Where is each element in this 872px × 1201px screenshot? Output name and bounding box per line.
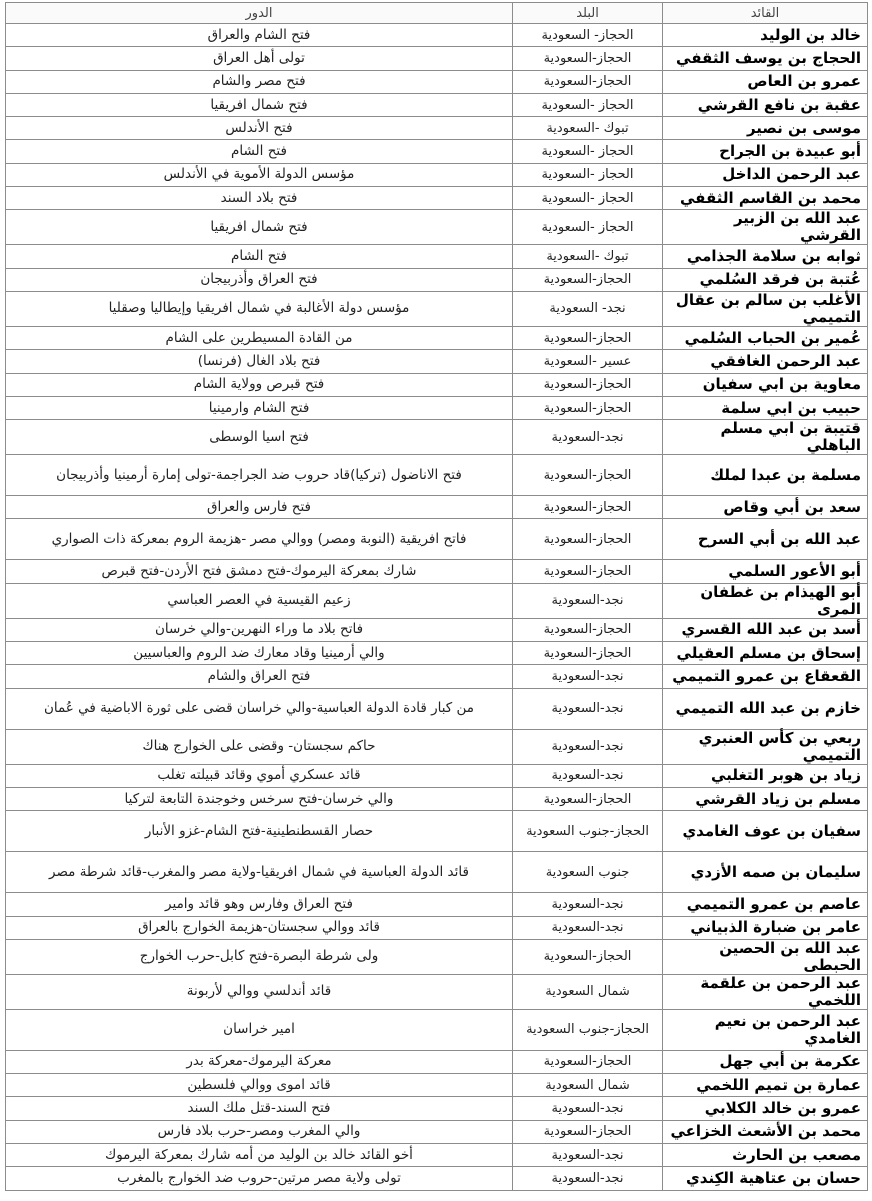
table-row (6, 70, 868, 93)
country-cell: الحجاز-السعودية (513, 519, 663, 560)
role-cell: قائد اموى ووالي فلسطين (6, 1074, 513, 1097)
country-cell: الحجاز-السعودية (513, 47, 663, 70)
role-cell: شارك بمعركة اليرموك-فتح دمشق فتح الأردن-فتح قبرص (6, 560, 513, 583)
role-cell: امير خراسان (6, 1009, 513, 1050)
role-cell: والي المغرب ومصر-حرب بلاد فارس (6, 1120, 513, 1143)
role-cell: فتح اسيا الوسطى (6, 420, 513, 455)
leader-name-cell: الأغلب بن سالم بن عقال التميمي (663, 291, 868, 326)
country-cell: الحجاز-السعودية (513, 642, 663, 665)
leader-name-cell: عبد الله بن أبي السرح (663, 519, 868, 560)
country-cell: شمال السعودية (513, 1074, 663, 1097)
table-row (6, 117, 868, 140)
role-cell: فتح العراق وفارس وهو قائد وامير (6, 893, 513, 916)
country-cell: نجد- السعودية (513, 291, 663, 326)
leader-name-cell: الحجاج بن يوسف الثقفي (663, 47, 868, 70)
role-cell: حصار القسطنطينية-فتح الشام-غزو الأنبار (6, 811, 513, 852)
role-cell: فتح العراق والشام (6, 665, 513, 688)
table-row (6, 665, 868, 688)
document-page (0, 2, 872, 1201)
role-cell: قائد أندلسي ووالي لأربونة (6, 974, 513, 1009)
country-cell: الحجاز-السعودية (513, 70, 663, 93)
leader-name-cell: عمرو بن العاص (663, 70, 868, 93)
country-cell: الحجاز-السعودية (513, 455, 663, 496)
leader-name-cell: القعقاع بن عمرو التميمي (663, 665, 868, 688)
table-row (6, 1074, 868, 1097)
leader-name-cell: خازم بن عبد الله التميمي (663, 688, 868, 729)
table-row (6, 1120, 868, 1143)
table-row (6, 1050, 868, 1073)
table-row (6, 583, 868, 618)
country-cell: نجد-السعودية (513, 916, 663, 939)
leader-name-cell: عبد الرحمن بن علقمة اللخمي (663, 974, 868, 1009)
role-cell: معركة اليرموك-معركة بدر (6, 1050, 513, 1073)
role-cell: فتح الشام وارمينيا (6, 396, 513, 419)
table-row (6, 24, 868, 47)
leaders-table (5, 2, 868, 1191)
role-cell: فتح بلاد الغال (فرنسا) (6, 350, 513, 373)
role-cell: من كبار قادة الدولة العباسية-والي خراسان قضى على ثورة الاباضية في عُمان (6, 688, 513, 729)
leader-name-cell: حبيب بن ابي سلمة (663, 396, 868, 419)
country-cell: نجد-السعودية (513, 688, 663, 729)
country-cell: الحجاز-السعودية (513, 787, 663, 810)
leader-name-cell: عمرو بن خالد الكلابي (663, 1097, 868, 1120)
leader-name-cell: عبد الرحمن الداخل (663, 163, 868, 186)
country-cell: الحجاز -السعودية (513, 140, 663, 163)
table-row (6, 291, 868, 326)
country-cell: عسير -السعودية (513, 350, 663, 373)
leader-name-cell: محمد بن الأشعث الخزاعي (663, 1120, 868, 1143)
role-cell: مؤسس الدولة الأموية في الأندلس (6, 163, 513, 186)
leader-name-cell: عبد الرحمن بن نعيم الغامدي (663, 1009, 868, 1050)
role-cell: فتح السند-قتل ملك السند (6, 1097, 513, 1120)
role-cell: قائد الدولة العباسية في شمال افريقيا-ولاية مصر والمغرب-قائد شرطة مصر (6, 852, 513, 893)
role-cell: فتح مصر والشام (6, 70, 513, 93)
table-header (6, 3, 868, 24)
role-cell: مؤسس دولة الأغالبة في شمال افريقيا وإيطاليا وصقليا (6, 291, 513, 326)
table-row (6, 1009, 868, 1050)
role-cell: أخو القائد خالد بن الوليد من أمه شارك بمعركة اليرموك (6, 1144, 513, 1167)
role-cell: قائد ووالي سجستان-هزيمة الخوارج بالعراق (6, 916, 513, 939)
leader-name-cell: مسلم بن زياد القرشي (663, 787, 868, 810)
country-cell: الحجاز- السعودية (513, 24, 663, 47)
leader-name-cell: عُتبة بن فرقد السُلمي (663, 268, 868, 291)
table-row (6, 618, 868, 641)
country-cell: الحجاز -السعودية (513, 210, 663, 245)
country-cell: الحجاز-السعودية (513, 1120, 663, 1143)
role-cell: زعيم القيسية في العصر العباسي (6, 583, 513, 618)
table-row (6, 373, 868, 396)
country-cell: الحجاز -السعودية (513, 93, 663, 116)
table-row (6, 455, 868, 496)
leader-name-cell: ربعي بن كأس العنبري التميمي (663, 729, 868, 764)
country-cell: نجد-السعودية (513, 893, 663, 916)
header-country: البلد (513, 3, 663, 24)
leader-name-cell: عبد الله بن الزبير القرشي (663, 210, 868, 245)
table-row (6, 764, 868, 787)
leader-name-cell: عامر بن ضبارة الذبياني (663, 916, 868, 939)
table-row (6, 350, 868, 373)
table-row (6, 326, 868, 349)
role-cell: فاتح افريقية (النوبة ومصر) ووالي مصر -هزيمة الروم بمعركة ذات الصواري (6, 519, 513, 560)
country-cell: الحجاز-السعودية (513, 1050, 663, 1073)
country-cell: تبوك -السعودية (513, 245, 663, 268)
country-cell: نجد-السعودية (513, 1097, 663, 1120)
table-row (6, 496, 868, 519)
role-cell: تولى أهل العراق (6, 47, 513, 70)
table-row (6, 642, 868, 665)
country-cell: نجد-السعودية (513, 420, 663, 455)
table-row (6, 47, 868, 70)
leader-name-cell: ثوابه بن سلامة الجذامي (663, 245, 868, 268)
role-cell: فتح بلاد السند (6, 187, 513, 210)
role-cell: فتح فارس والعراق (6, 496, 513, 519)
country-cell: الحجاز-جنوب السعودية (513, 1009, 663, 1050)
table-row (6, 1167, 868, 1190)
leader-name-cell: سفيان بن عوف الغامدي (663, 811, 868, 852)
header-role: الدور (6, 3, 513, 24)
table-row (6, 787, 868, 810)
leader-name-cell: محمد بن القاسم الثقفي (663, 187, 868, 210)
country-cell: الحجاز-جنوب السعودية (513, 811, 663, 852)
table-body (6, 24, 868, 1191)
leader-name-cell: عقبة بن نافع القرشي (663, 93, 868, 116)
table-row (6, 1144, 868, 1167)
country-cell: الحجاز-السعودية (513, 496, 663, 519)
role-cell: حاكم سجستان- وقضى على الخوارج هناك (6, 729, 513, 764)
country-cell: الحجاز-السعودية (513, 618, 663, 641)
leader-name-cell: قتيبة بن ابي مسلم الباهلي (663, 420, 868, 455)
table-row (6, 852, 868, 893)
table-row (6, 974, 868, 1009)
leader-name-cell: أبو عبيدة بن الجراح (663, 140, 868, 163)
leader-name-cell: عمارة بن تميم اللخمي (663, 1074, 868, 1097)
header-leader: القائد (663, 3, 868, 24)
country-cell: الحجاز-السعودية (513, 939, 663, 974)
table-row (6, 163, 868, 186)
role-cell: فتح الشام (6, 140, 513, 163)
table-row (6, 93, 868, 116)
role-cell: والي خرسان-فتح سرخس وخوجندة التابعة لتركيا (6, 787, 513, 810)
country-cell: الحجاز -السعودية (513, 163, 663, 186)
leader-name-cell: مسلمة بن عبدا لملك (663, 455, 868, 496)
table-row (6, 396, 868, 419)
table-row (6, 245, 868, 268)
leader-name-cell: عبد الرحمن الغافقي (663, 350, 868, 373)
role-cell: فتح العراق وأذربيجان (6, 268, 513, 291)
role-cell: فتح الاناضول (تركيا)قاد حروب ضد الجراجمة-تولى إمارة أرمينيا وأذربيجان (6, 455, 513, 496)
role-cell: ولى شرطة البصرة-فتح كابل-حرب الخوارج (6, 939, 513, 974)
table-row (6, 420, 868, 455)
table-row (6, 729, 868, 764)
leader-name-cell: معاوية بن ابي سفيان (663, 373, 868, 396)
country-cell: نجد-السعودية (513, 729, 663, 764)
leader-name-cell: عكرمة بن أبي جهل (663, 1050, 868, 1073)
leader-name-cell: أسد بن عبد الله القسري (663, 618, 868, 641)
table-row (6, 811, 868, 852)
leader-name-cell: أبو الهيذام بن غطفان المرى (663, 583, 868, 618)
leader-name-cell: زياد بن هوبر التغلبي (663, 764, 868, 787)
table-row (6, 268, 868, 291)
role-cell: من القادة المسيطرين على الشام (6, 326, 513, 349)
leader-name-cell: إسحاق بن مسلم العقيلي (663, 642, 868, 665)
leader-name-cell: حسان بن عتاهية الكِندي (663, 1167, 868, 1190)
country-cell: نجد-السعودية (513, 1144, 663, 1167)
leader-name-cell: خالد بن الوليد (663, 24, 868, 47)
country-cell: الحجاز -السعودية (513, 187, 663, 210)
table-row (6, 560, 868, 583)
country-cell: الحجاز-السعودية (513, 373, 663, 396)
role-cell: فتح الشام والعراق (6, 24, 513, 47)
country-cell: الحجاز-السعودية (513, 560, 663, 583)
role-cell: فتح شمال افريقيا (6, 93, 513, 116)
country-cell: الحجاز-السعودية (513, 396, 663, 419)
role-cell: والي أرمينيا وقاد معارك ضد الروم والعباسيين (6, 642, 513, 665)
leader-name-cell: مصعب بن الحارث (663, 1144, 868, 1167)
table-row (6, 140, 868, 163)
table-row (6, 688, 868, 729)
role-cell: فتح الأندلس (6, 117, 513, 140)
table-row (6, 519, 868, 560)
country-cell: جنوب السعودية (513, 852, 663, 893)
leader-name-cell: سليمان بن صمه الأزدي (663, 852, 868, 893)
country-cell: الحجاز-السعودية (513, 268, 663, 291)
country-cell: تبوك -السعودية (513, 117, 663, 140)
country-cell: شمال السعودية (513, 974, 663, 1009)
country-cell: نجد-السعودية (513, 583, 663, 618)
table-row (6, 893, 868, 916)
role-cell: فتح شمال افريقيا (6, 210, 513, 245)
leader-name-cell: عُمير بن الحباب السُلمي (663, 326, 868, 349)
country-cell: نجد-السعودية (513, 665, 663, 688)
role-cell: فتح قبرص وولاية الشام (6, 373, 513, 396)
role-cell: فاتح بلاد ما وراء النهرين-والي خرسان (6, 618, 513, 641)
table-row (6, 916, 868, 939)
table-row (6, 210, 868, 245)
table-row (6, 1097, 868, 1120)
table-row (6, 939, 868, 974)
role-cell: فتح الشام (6, 245, 513, 268)
table-row (6, 187, 868, 210)
role-cell: قائد عسكري أموي وقائد قبيلته تغلب (6, 764, 513, 787)
leader-name-cell: أبو الأعور السلمي (663, 560, 868, 583)
country-cell: الحجاز-السعودية (513, 326, 663, 349)
leader-name-cell: عبد الله بن الحصين الحبطى (663, 939, 868, 974)
leader-name-cell: موسى بن نصير (663, 117, 868, 140)
country-cell: نجد-السعودية (513, 764, 663, 787)
role-cell: تولى ولاية مصر مرتين-حروب ضد الخوارج بالمغرب (6, 1167, 513, 1190)
leader-name-cell: سعد بن أبي وقاص (663, 496, 868, 519)
leader-name-cell: عاصم بن عمرو التميمي (663, 893, 868, 916)
country-cell: نجد-السعودية (513, 1167, 663, 1190)
